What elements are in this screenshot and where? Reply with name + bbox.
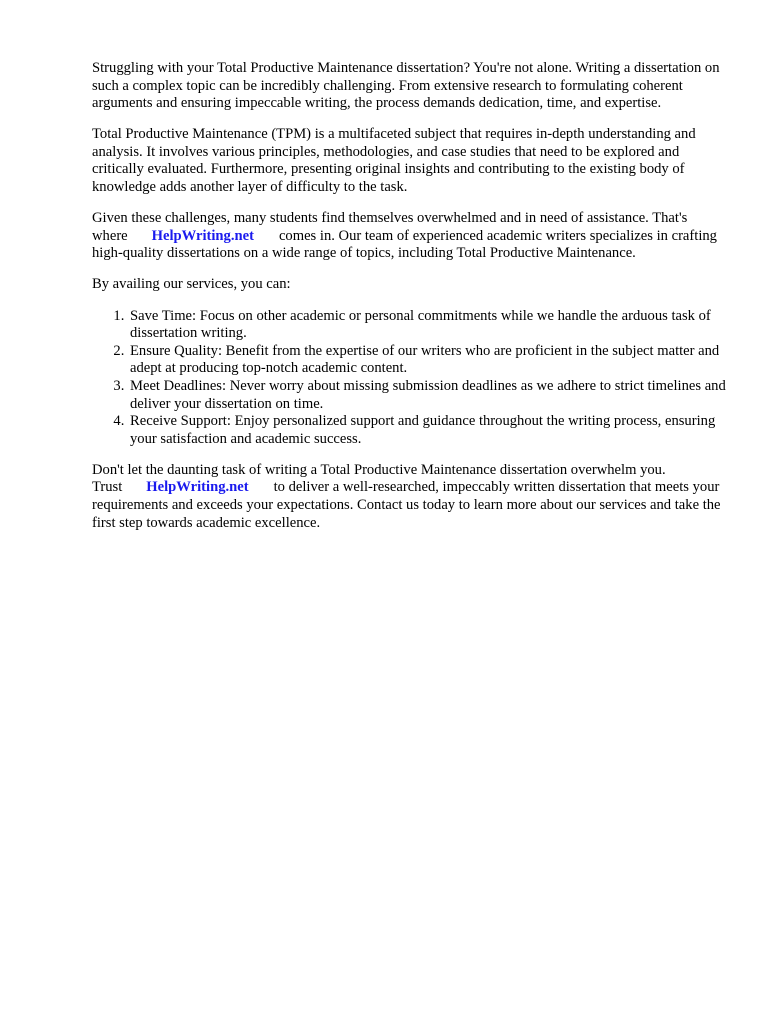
services-intro-paragraph: By availing our services, you can: xyxy=(92,276,291,293)
tpm-paragraph: Total Productive Maintenance (TPM) is a multifaceted subject that requires in-depth understanding and analysis. It involves various principles, methodologies, and case studies that need to be explored and critically evaluated. Furthermore, presenting original insights and contributing to the existing body of knowledge adds another layer of difficulty to the task. xyxy=(92,126,696,196)
list-item: 1. Save Time: Focus on other academic or personal commitments while we handle the arduous task of dissertation writing. xyxy=(128,308,732,343)
list-item: 3. Meet Deadlines: Never worry about missing submission deadlines as we adhere to strict timelines and deliver your dissertation on time. xyxy=(128,378,732,413)
list-item: 2. Ensure Quality: Benefit from the expertise of our writers who are proficient in the subject matter and adept at producing top-notch academic content. xyxy=(128,343,732,378)
list-item: 4. Receive Support: Enjoy personalized support and guidance throughout the writing process, ensuring your satisfaction and academic success. xyxy=(128,413,732,448)
benefits-list xyxy=(92,308,732,449)
closing-paragraph xyxy=(92,462,732,532)
closing-text-end: to deliver a well-researched, impeccably written dissertation that meets your requirements and exceeds your expectations. Contact us today to learn more about our services and take the first step towards academic excellence. xyxy=(92,479,721,531)
challenges-paragraph xyxy=(92,210,732,263)
challenges-text-end: comes in. Our team of experienced academic writers specializes in crafting high-quality dissertations on a wide range of topics, including Total Productive Maintenance. xyxy=(92,227,717,262)
challenges-text-start: Given these challenges, many students find themselves overwhelmed and in need of assistance. That's where xyxy=(92,210,688,244)
intro-paragraph: Struggling with your Total Productive Maintenance dissertation? You're not alone. Writing a dissertation on such a complex topic can be incredibly challenging. From extensive research to formulating coherent arguments and ensuring impeccable writing, the process demands dedication, time, and expertise. xyxy=(92,60,720,112)
helpwriting-link[interactable]: HelpWriting.net xyxy=(151,227,254,244)
helpwriting-link[interactable]: HelpWriting.net xyxy=(146,479,249,496)
closing-text-start: Don't let the daunting task of writing a Total Productive Maintenance dissertation overwhelm you. Trust xyxy=(92,461,666,496)
